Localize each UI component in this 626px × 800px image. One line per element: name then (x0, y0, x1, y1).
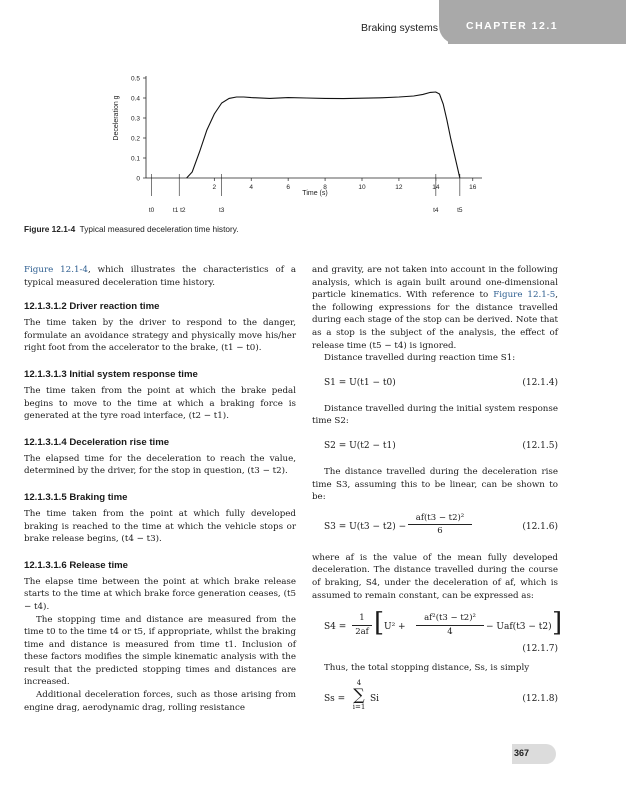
y-tick-label: 0.5 (130, 75, 140, 83)
heading-rise-time: 12.1.3.1.4 Deceleration rise time (24, 436, 170, 448)
para-braking-time: The time taken from the point at which fully developed braking is reached to the time at which the vehicle stops or brake release begins, (t4 − t3). (24, 508, 296, 545)
para-driver-reaction: The time taken by the driver to respond to the danger, formulate an avoidance strategy and physically move his/her right foot from the accelerator to the brake, (t1 − t0). (24, 318, 296, 354)
page-number-tab (504, 744, 556, 764)
x-tick-label: 6 (286, 184, 290, 191)
time-marker-label: t3 (218, 207, 225, 214)
time-marker-label: t5 (457, 207, 463, 214)
heading-braking-time: 12.1.3.1.5 Braking time (24, 491, 128, 503)
x-axis-title: Time (s) (302, 190, 328, 197)
heading-driver-reaction: 12.1.3.1.2 Driver reaction time (24, 301, 160, 313)
para-additional-forces: Additional deceleration forces, such as those arising from engine drag, aerodynamic drag, rolling resistance (24, 690, 296, 713)
para-rise-time: The elapsed time for the deceleration to reach the value, determined by the driver, for the stop in question, (t3 − t2). (24, 453, 296, 477)
figure-caption (24, 224, 239, 234)
equation-12-1-6: S3 = U(t3 − t2) − af(t3 − t2)² 6 (12.1.6) (324, 512, 558, 537)
y-tick-label: 0.1 (130, 155, 140, 163)
para-analysis: and gravity, are not taken into account in the following analysis, which is again built around one-dimensional particle kinematics. With reference to Figure 12.1-5, the following expressions for the distance travelled during each stage of the stop can be derived. Note that as a stop is the subject of the analysis, the effect of release time (t5 − t4) is ignored. (312, 265, 559, 351)
equation-12-1-8: Ss = 4 ∑ i=1 Si (12.1.8) (324, 678, 558, 711)
para-reaction-distance: Distance travelled during reaction time S1: (324, 353, 516, 364)
x-tick-label: 2 (212, 184, 217, 191)
x-ticks (212, 178, 476, 191)
heading-release-time: 12.1.3.1.6 Release time (24, 559, 129, 571)
x-tick-label: 14 (432, 184, 440, 191)
para-braking-distance: where af is the value of the mean fully developed deceleration. The distance travelled during the course of braking, S4, under the deceleration of af, which is assumed to remain constant, can be expressed as: (312, 552, 558, 601)
running-title: Braking systems (360, 22, 438, 34)
deceleration-chart (110, 60, 490, 220)
y-axis-title-group (113, 95, 120, 140)
right-column (312, 264, 563, 719)
x-tick-label: 10 (358, 184, 366, 191)
deceleration-curve (187, 92, 460, 178)
y-tick-label: 0 (136, 175, 140, 183)
time-marker-label: t0 (148, 207, 155, 214)
y-tick-label: 0.3 (130, 115, 140, 123)
y-ticks (131, 76, 146, 183)
figure-caption-text: Typical measured deceleration time history. (79, 224, 239, 234)
chapter-label: CHAPTER 12.1 (466, 20, 559, 32)
y-tick-label: 0.4 (130, 95, 140, 103)
equation-12-1-5: S2 = U(t2 − t1) (12.1.5) (324, 440, 558, 451)
figure-link-2[interactable]: Figure 12.1-5 (493, 290, 556, 301)
para-stopping-time: The stopping time and distance are measured from the time t0 to the time t4 or t5, if appropriate, whilst the braking time and distance is measured from time t1. Inclusion of these factors modifies the simple kinematic analysis with the result that the predicted stopping times and distances are increased. (24, 614, 296, 688)
figure-link[interactable]: Figure 12.1-4 (24, 265, 88, 275)
y-axis-title: Deceleration g (113, 95, 120, 141)
page-number: 367 (514, 748, 530, 758)
x-tick-label: 4 (249, 184, 254, 191)
x-tick-label: 12 (395, 184, 403, 191)
chart-axes (146, 76, 482, 178)
heading-system-response: 12.1.3.1.3 Initial system response time (24, 368, 198, 380)
intro-paragraph: Figure 12.1-4, which illustrates the characteristics of a typical measured deceleration time history. (24, 265, 296, 288)
time-marker-label: t1 t2 (172, 207, 186, 214)
para-initial-response-distance: Distance travelled during the initial system response time S2: (312, 403, 558, 427)
figure-number: Figure 12.1-4 (24, 224, 76, 234)
y-tick-label: 0.2 (130, 135, 140, 143)
para-rise-distance: The distance travelled during the deceleration rise time S3, assuming this to be linear, can be shown to be: (312, 466, 558, 503)
para-total-distance: Thus, the total stopping distance, Ss, is simply (324, 663, 530, 674)
left-column (24, 264, 296, 714)
time-marker-label: t4 (433, 207, 439, 214)
x-tick-label: 8 (323, 184, 327, 191)
chapter-tab (448, 0, 626, 44)
para-system-response: The time taken from the point at which the brake pedal begins to move to the time at which a braking force is generated at the tyre road interface, (t2 − t1). (24, 385, 296, 422)
equation-12-1-4: S1 = U(t1 − t0) (12.1.4) (324, 377, 558, 388)
x-tick-label: 16 (469, 184, 477, 191)
para-release-time: The elapse time between the point at which brake release starts to the time at which brake force generation ceases, (t5 − t4). (24, 576, 296, 612)
equation-12-1-7: S4 = 1 2af [ U² + af²(t3 − t2)² 4 − Uaf(t3 − t2) ] (12.1.7) (324, 608, 563, 655)
